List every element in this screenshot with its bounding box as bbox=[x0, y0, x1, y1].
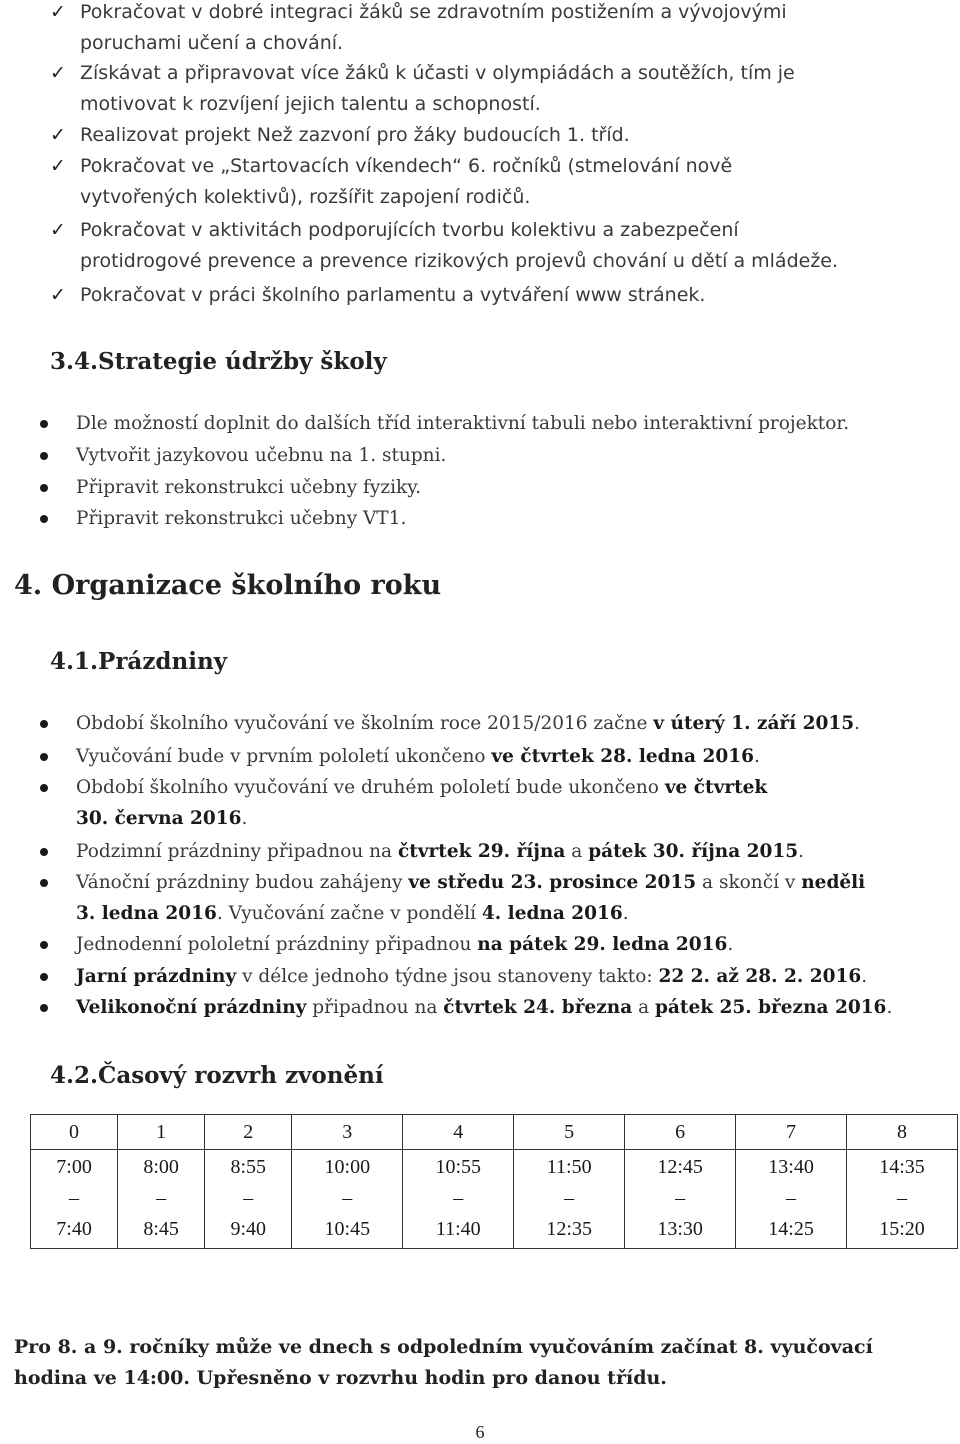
time-cell: 10:00 – 10:45 bbox=[292, 1150, 403, 1249]
bell-schedule-table bbox=[30, 1114, 958, 1249]
period-cell: 6 bbox=[625, 1115, 736, 1150]
bullet-icon bbox=[40, 753, 48, 761]
list-item: Jednodenní pololetní prázdniny připadnou na pátek 29. ledna 2016. bbox=[76, 929, 936, 960]
list-item: Velikonoční prázdniny připadnou na čtvrtek 24. března a pátek 25. března 2016. bbox=[76, 992, 936, 1023]
list-item: Jarní prázdniny v délce jednoho týdne jsou stanoveny takto: 22 2. až 28. 2. 2016. bbox=[76, 961, 936, 992]
time-cell: 12:45 – 13:30 bbox=[625, 1150, 736, 1249]
period-cell: 3 bbox=[292, 1115, 403, 1150]
time-cell: 8:00 – 8:45 bbox=[118, 1150, 205, 1249]
time-cell: 8:55 – 9:40 bbox=[205, 1150, 292, 1249]
list-item: Vytvořit jazykovou učebnu na 1. stupni. bbox=[76, 440, 936, 471]
list-item: ✓ Získávat a připravovat více žáků k účasti v olympiádách a soutěžích, tím je motivovat k rozvíjení jejich talentu a schopností. bbox=[80, 58, 950, 120]
list-item: ✓ Pokračovat v aktivitách podporujících tvorbu kolektivu a zabezpečení protidrogové prevence a prevence rizikových projevů chování u dětí a mládeže. bbox=[80, 215, 950, 277]
bullet-icon bbox=[40, 784, 48, 792]
bullet-icon bbox=[40, 452, 48, 460]
period-cell: 1 bbox=[118, 1115, 205, 1150]
section-heading: 3.4.Strategie údržby školy bbox=[50, 348, 387, 375]
time-cell: 13:40 – 14:25 bbox=[736, 1150, 847, 1249]
chapter-heading: 4. Organizace školního roku bbox=[14, 570, 442, 601]
check-icon: ✓ bbox=[50, 219, 66, 241]
time-cell: 11:50 – 12:35 bbox=[514, 1150, 625, 1249]
bullet-icon bbox=[40, 941, 48, 949]
time-cell: 10:55 – 11:40 bbox=[403, 1150, 514, 1249]
list-item: Vánoční prázdniny budou zahájeny ve středu 23. prosince 2015 a skončí v neděli 3. ledna 2016. Vyučování začne v pondělí 4. ledna 2016. bbox=[76, 867, 936, 929]
time-cell: 7:00 – 7:40 bbox=[31, 1150, 118, 1249]
list-item: ✓ Realizovat projekt Než zazvoní pro žáky budoucích 1. tříd. bbox=[80, 120, 950, 151]
bullet-icon bbox=[40, 720, 48, 728]
list-item: Období školního vyučování ve školním roce 2015/2016 začne v úterý 1. září 2015. bbox=[76, 708, 936, 739]
check-icon: ✓ bbox=[50, 1, 66, 23]
bullet-icon bbox=[40, 1004, 48, 1012]
period-cell: 2 bbox=[205, 1115, 292, 1150]
period-cell: 4 bbox=[403, 1115, 514, 1150]
bullet-icon bbox=[40, 848, 48, 856]
check-icon: ✓ bbox=[50, 124, 66, 146]
bullet-icon bbox=[40, 879, 48, 887]
bullet-icon bbox=[40, 973, 48, 981]
time-cell: 14:35 – 15:20 bbox=[847, 1150, 958, 1249]
section-heading: 4.1.Prázdniny bbox=[50, 648, 228, 675]
section-heading: 4.2.Časový rozvrh zvonění bbox=[50, 1062, 384, 1089]
list-item: Období školního vyučování ve druhém pololetí bude ukončeno ve čtvrtek 30. června 2016. bbox=[76, 772, 936, 834]
page-number: 6 bbox=[475, 1422, 485, 1442]
check-icon: ✓ bbox=[50, 284, 66, 306]
list-item: ✓ Pokračovat ve „Startovacích víkendech“ 6. ročníků (stmelování nově vytvořených kolektivů), rozšířit zapojení rodičů. bbox=[80, 151, 950, 213]
list-item: ✓ Pokračovat v dobré integraci žáků se zdravotním postižením a vývojovými poruchami učení a chování. bbox=[80, 0, 950, 59]
period-cell: 5 bbox=[514, 1115, 625, 1150]
list-item: Podzimní prázdniny připadnou na čtvrtek 29. října a pátek 30. října 2015. bbox=[76, 836, 936, 867]
footnote: Pro 8. a 9. ročníky může ve dnech s odpoledním vyučováním začínat 8. vyučovací hodina ve 14:00. Upřesněno v rozvrhu hodin pro danou třídu. bbox=[14, 1336, 873, 1389]
period-cell: 0 bbox=[31, 1115, 118, 1150]
period-cell: 8 bbox=[847, 1115, 958, 1150]
list-item: ✓ Pokračovat v práci školního parlamentu a vytváření www stránek. bbox=[80, 280, 950, 311]
list-item: Vyučování bude v prvním pololetí ukončeno ve čtvrtek 28. ledna 2016. bbox=[76, 741, 936, 772]
check-icon: ✓ bbox=[50, 155, 66, 177]
bullet-icon bbox=[40, 484, 48, 492]
list-item: Připravit rekonstrukci učebny VT1. bbox=[76, 503, 936, 534]
bullet-icon bbox=[40, 420, 48, 428]
table-row bbox=[31, 1150, 958, 1249]
check-icon: ✓ bbox=[50, 62, 66, 84]
bullet-icon bbox=[40, 515, 48, 523]
list-item: Dle možností doplnit do dalších tříd interaktivní tabuli nebo interaktivní projektor. bbox=[76, 408, 936, 439]
table-header-row bbox=[31, 1115, 958, 1150]
period-cell: 7 bbox=[736, 1115, 847, 1150]
list-item: Připravit rekonstrukci učebny fyziky. bbox=[76, 472, 936, 503]
